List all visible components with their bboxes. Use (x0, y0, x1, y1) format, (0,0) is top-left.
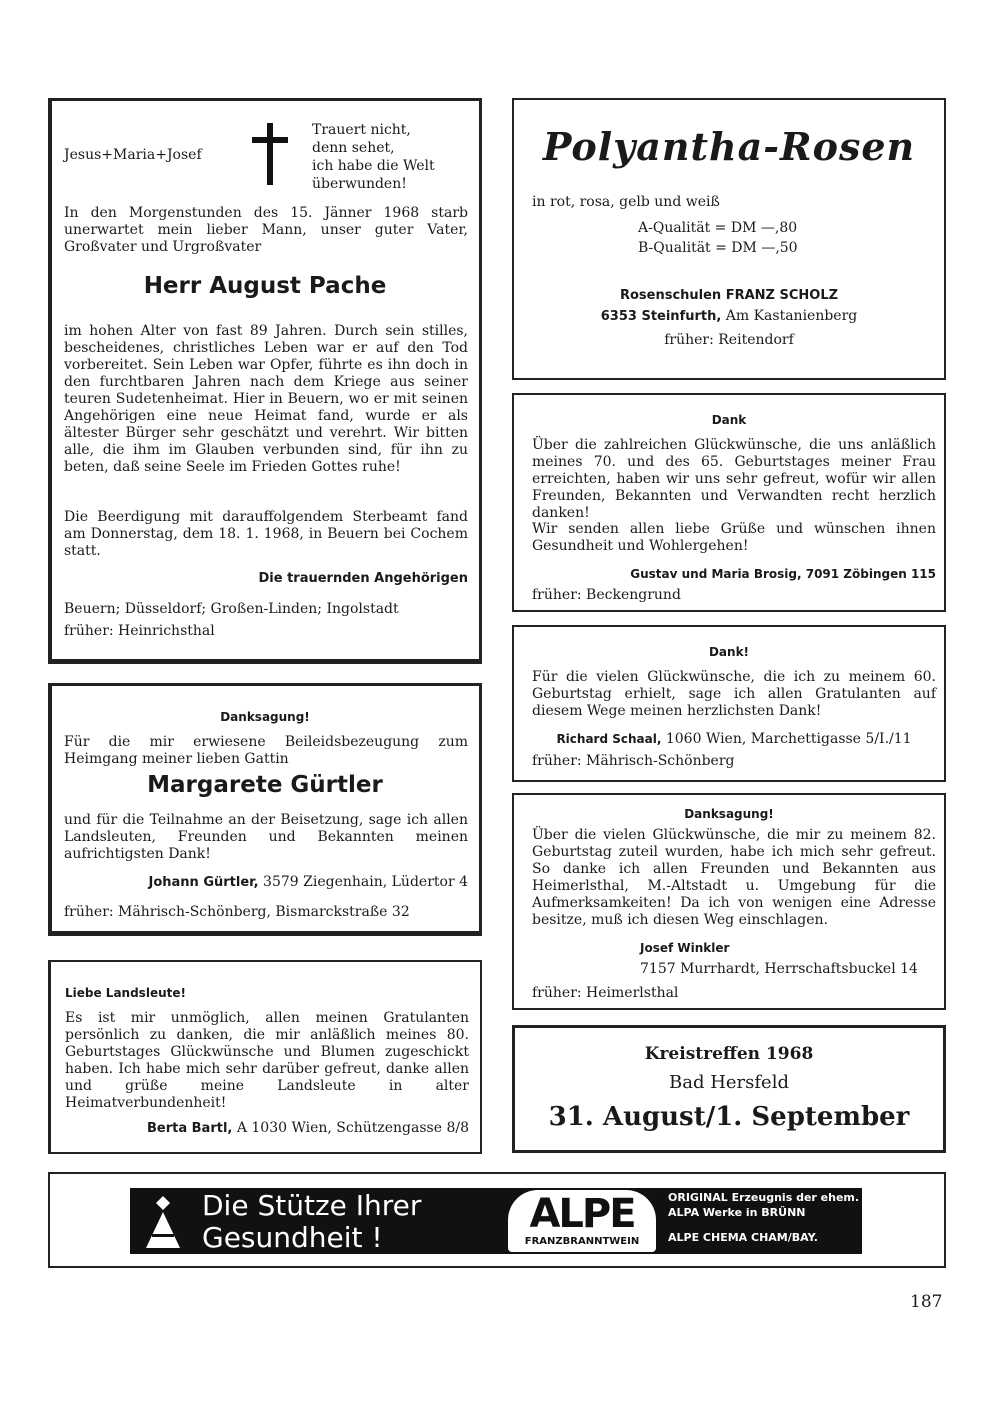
thanks-heading: Danksagung! (684, 807, 774, 821)
thanks-formerly: früher: Mährisch-Schönberg (532, 753, 735, 769)
alpe-logo (508, 1190, 656, 1252)
obituary-header-left: Jesus+Maria+Josef (64, 147, 202, 163)
alpe-banner (130, 1188, 862, 1254)
alpe-ad (48, 1172, 946, 1268)
obituary-places: Beuern; Düsseldorf; Großen-Linden; Ingolstadt (64, 601, 399, 617)
greeting-sender (65, 1120, 469, 1136)
obituary-formerly: früher: Heinrichsthal (64, 623, 215, 639)
thanks-heading: Dank! (708, 645, 750, 659)
thanks-sender (64, 874, 468, 890)
thanks-brosig (512, 393, 946, 612)
thanks-body: Über die zahlreichen Glückwünsche, die uns anläßlich meines 70. und des 65. Geburtstages meiner Frau erreichten, haben wir uns sehr gefreut, wofür wir allen Freunden, Bekannten und Verwandten recht herzlich danken! (532, 437, 936, 521)
roses-quality-a: A-Qualität = DM —,80 (638, 220, 798, 236)
sender-address: 7157 Murrhardt, Herrschaftsbuckel 14 (640, 961, 918, 977)
thanks-heading: Danksagung! (220, 710, 310, 724)
greeting-bartl (48, 960, 482, 1154)
obituary-pache (48, 98, 482, 664)
obituary-signature: Die trauernden Angehörigen (258, 571, 468, 586)
thanks-sender: Gustav und Maria Brosig, 7091 Zöbingen 115 (630, 567, 936, 581)
sender-address: A 1030 Wien, Schützengasse 8/8 (236, 1120, 469, 1136)
alpe-info-line3: ALPE CHEMA CHAM/BAY. (668, 1231, 818, 1244)
cross-icon (252, 123, 288, 185)
thanks-body: Über die vielen Glückwünsche, die mir zu meinem 82. Geburtstag zuteil wurden, habe ich mich sehr gefreut. So danke ich allen Freunden und Bekannten aus Heimerlsthal, M.-Altstadt u. Umgebung für die Aufmerksamkeiten! Da ich von wenigen eine Adresse besitze, muß ich diesen Weg einschlagen. (532, 827, 936, 928)
alpe-info-line2: ALPA Werke in BRÜNN (668, 1206, 806, 1219)
thanks-intro: Für die mir erwiesene Beileidsbezeugung zum Heimgang meiner lieben Gattin (64, 734, 468, 767)
sender-name: Richard Schaal, (556, 732, 662, 746)
roses-title: Polyantha-Rosen (542, 124, 916, 169)
kreistreffen-place: Bad Hersfeld (669, 1072, 789, 1093)
sender-name: Berta Bartl, (147, 1121, 233, 1136)
alpe-slogan (202, 1190, 421, 1254)
deceased-name: Margarete Gürtler (147, 772, 383, 798)
roses-address-street: Am Kastanienberg (725, 308, 858, 324)
alpe-emblem-icon (142, 1194, 184, 1250)
verse-line: denn sehet, (312, 140, 395, 156)
alpe-slogan-line2: Gesundheit ! (202, 1221, 383, 1254)
thanks-winkler (512, 793, 946, 1010)
page-number: 187 (910, 1292, 943, 1312)
sender-address: 1060 Wien, Marchettigasse 5/I./11 (665, 731, 912, 747)
greeting-heading: Liebe Landsleute! (65, 986, 186, 1000)
alpe-slogan-line1: Die Stütze Ihrer (202, 1189, 422, 1222)
roses-formerly: früher: Reitendorf (664, 332, 794, 348)
greeting-body: Es ist mir unmöglich, allen meinen Gratulanten persönlich zu danken, die mir anläßlich meines 80. Geburtstages Glückwünsche und Blumen zugeschickt haben. Ich habe mich sehr darüber gefreut, danke allen und grüße meine Landsleute in alter Heimatverbundenheit! (65, 1010, 469, 1111)
roses-address (514, 308, 944, 324)
kreistreffen-title: Kreistreffen 1968 (644, 1044, 814, 1064)
alpe-brand: ALPE (529, 1191, 635, 1237)
thanks-body-2: Wir senden allen liebe Grüße und wünschen ihnen Gesundheit und Wohlergehen! (532, 521, 936, 554)
kreistreffen (512, 1025, 946, 1153)
kreistreffen-date: 31. August/1. September (548, 1102, 910, 1132)
thanks-schaal (512, 625, 946, 782)
roses-ad (512, 98, 946, 380)
thanks-guertler (48, 683, 482, 936)
verse-line: Trauert nicht, (312, 122, 411, 138)
obituary-intro: In den Morgenstunden des 15. Jänner 1968 starb unerwartet mein lieber Mann, unser guter Vater, Großvater und Urgroßvater (64, 205, 468, 255)
sender-name: Josef Winkler (640, 941, 730, 955)
obituary-funeral: Die Beerdigung mit darauffolgendem Sterbeamt fand am Donnerstag, dem 18. 1. 1968, in Beuern bei Cochem statt. (64, 509, 468, 559)
roses-address-city: 6353 Steinfurth, (600, 309, 722, 324)
deceased-name: Herr August Pache (143, 273, 387, 299)
obituary-body: im hohen Alter von fast 89 Jahren. Durch sein stilles, bescheidenes, christliches Leben war er auf den Tod vorbereitet. Sein Leben war Opfer, führte es ihn doch in den furchtbaren Jahren nach dem Kriege aus seiner teuren Sudetenheimat. Hier in Beuern, wo er mit seinen Angehörigen eine neue Heimat fand, wurde er als ältester Bürger sehr geschätzt und verehrt. Wir bitten alle, die ihm im Glauben verbunden sind, für ihn zu beten, daß seine Seele im Frieden Gottes ruhe! (64, 323, 468, 475)
thanks-formerly: früher: Mährisch-Schönberg, Bismarckstraße 32 (64, 904, 410, 920)
alpe-brand-sub: FRANZBRANNTWEIN (524, 1236, 640, 1247)
roses-company: Rosenschulen FRANZ SCHOLZ (619, 288, 839, 303)
verse-line: ich habe die Welt (312, 158, 435, 174)
thanks-sender (532, 731, 936, 747)
sender-address: 3579 Ziegenhain, Lüdertor 4 (263, 874, 468, 890)
obituary-verse (312, 121, 435, 193)
alpe-info (668, 1190, 859, 1245)
alpe-info-line1: ORIGINAL Erzeugnis der ehem. (668, 1191, 860, 1204)
thanks-formerly: früher: Beckengrund (532, 587, 681, 603)
thanks-heading: Dank (711, 413, 747, 427)
verse-line: überwunden! (312, 176, 407, 192)
thanks-formerly: früher: Heimerlsthal (532, 985, 679, 1001)
roses-colors: in rot, rosa, gelb und weiß (532, 194, 720, 210)
roses-quality-b: B-Qualität = DM —,50 (638, 240, 798, 256)
thanks-body: und für die Teilnahme an der Beisetzung, sage ich allen Landsleuten, Freunden und Bekannten meinen aufrichtigsten Dank! (64, 812, 468, 862)
sender-name: Johann Gürtler, (148, 875, 259, 890)
thanks-body: Für die vielen Glückwünsche, die ich zu meinem 60. Geburtstag erhielt, sage ich allen Gratulanten auf diesem Wege meinen herzlichsten Dank! (532, 669, 936, 719)
